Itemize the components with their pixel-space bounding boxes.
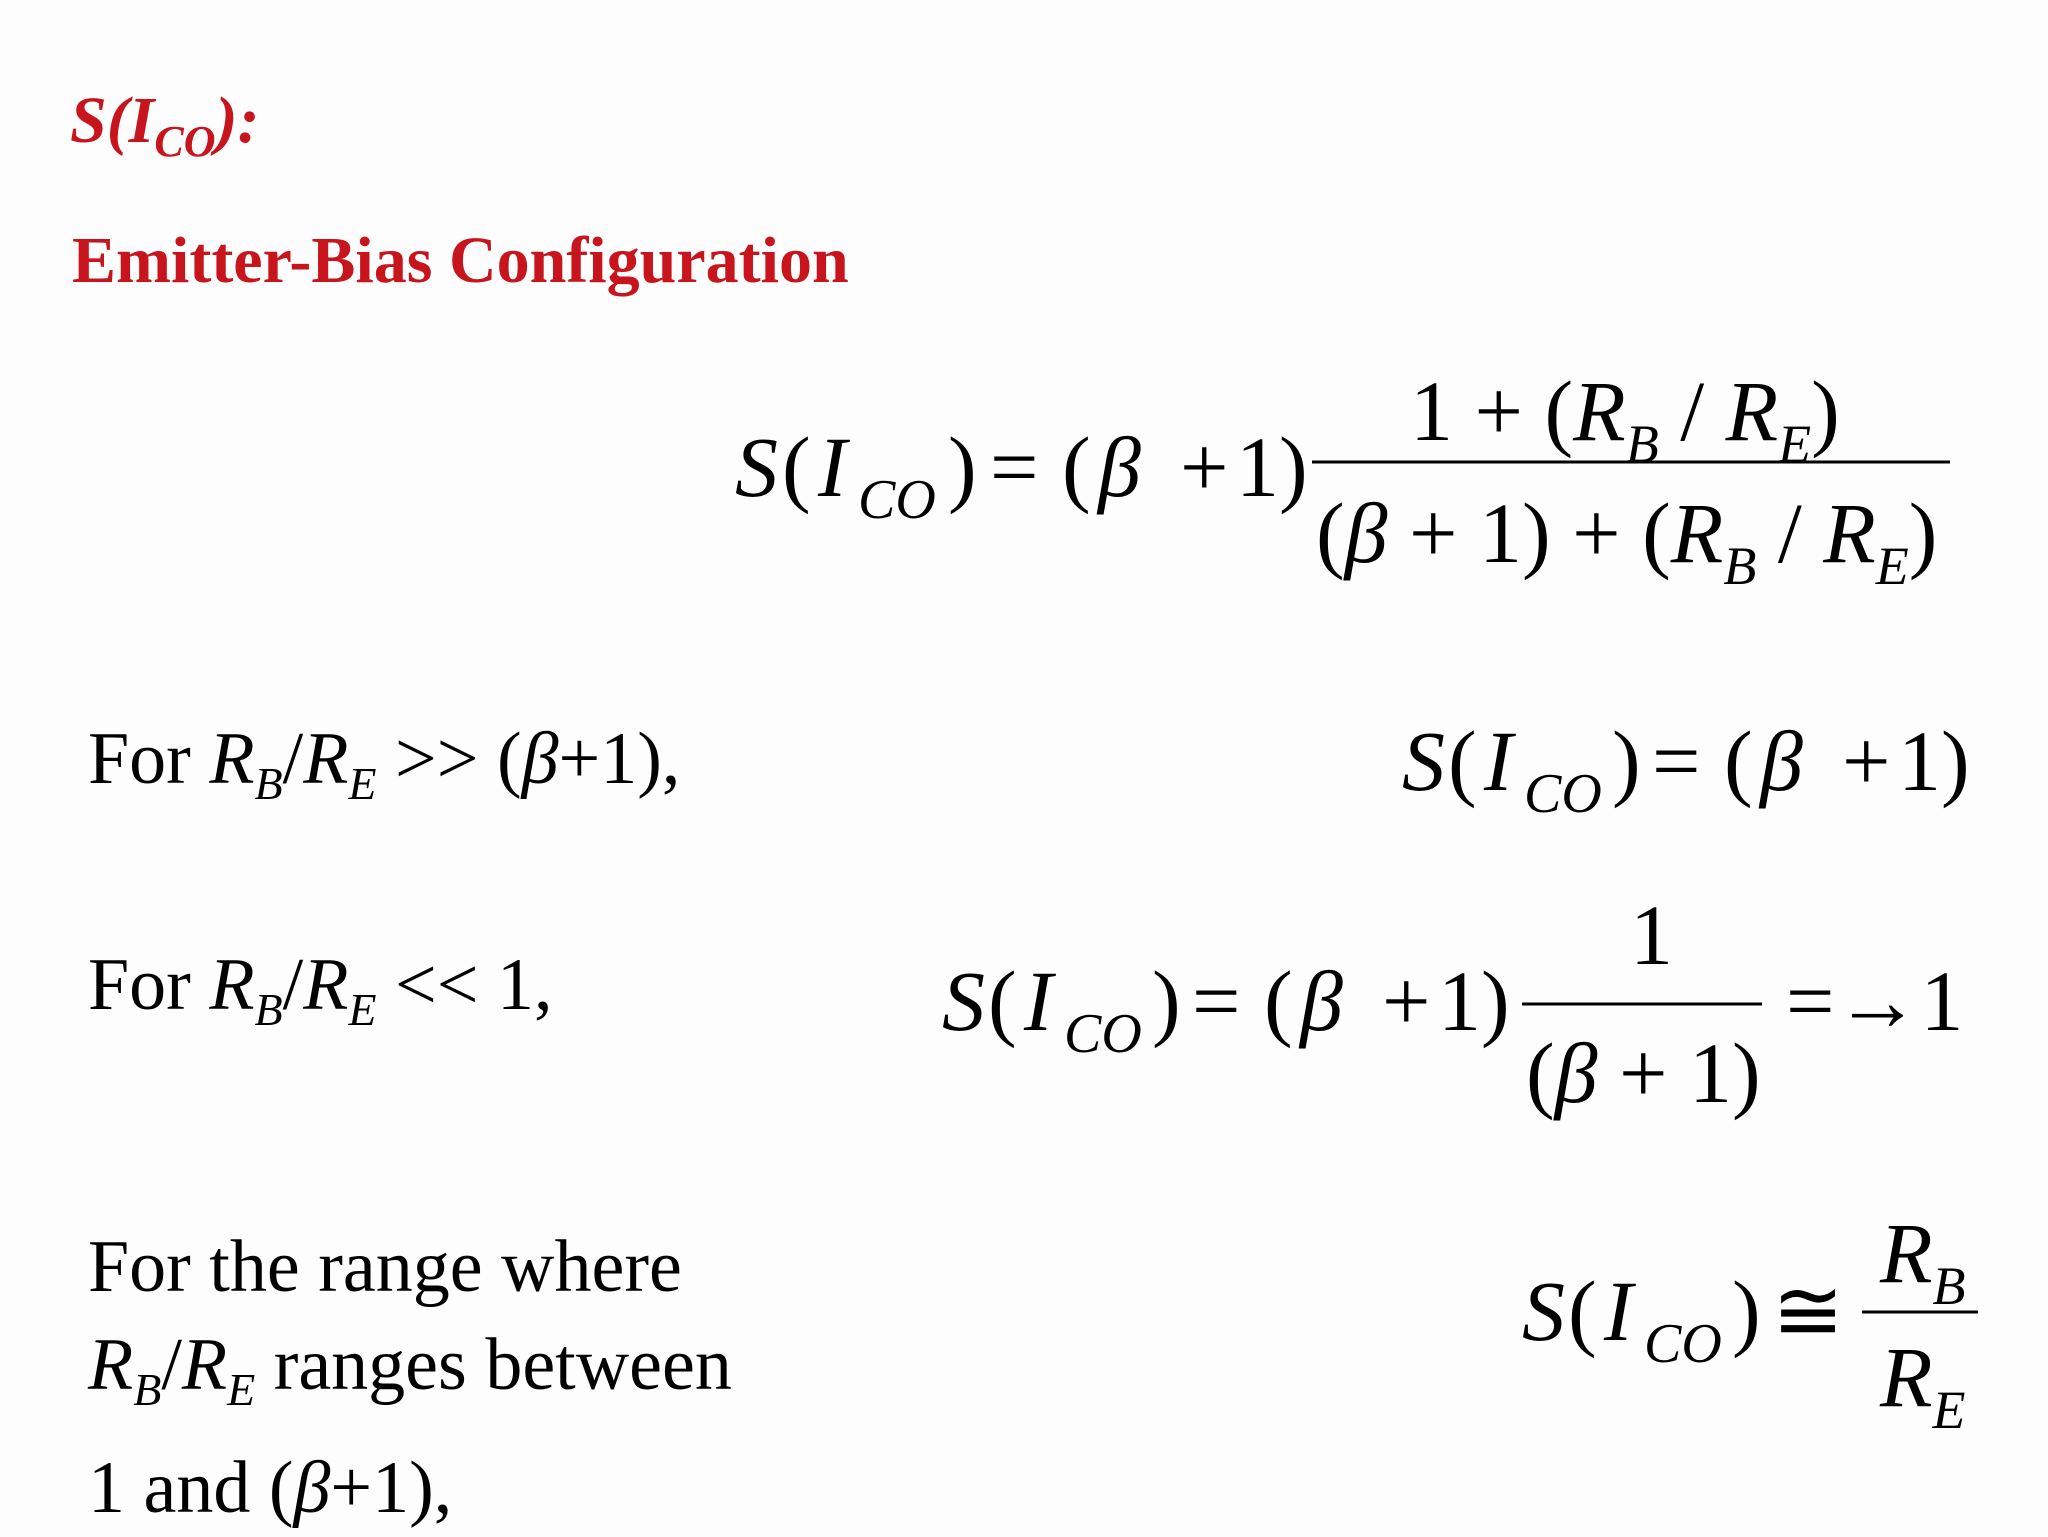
section-title: Emitter-Bias Configuration xyxy=(72,224,849,297)
svg-text:(: ( xyxy=(1724,713,1753,809)
svg-text:1): 1) xyxy=(1236,419,1308,515)
svg-text:=: = xyxy=(1192,953,1241,1049)
svg-text:=: = xyxy=(1652,713,1701,809)
svg-text:): ) xyxy=(1612,713,1641,809)
main-lhs-sub: CO xyxy=(858,469,936,531)
svg-text:I: I xyxy=(1024,953,1053,1049)
section-symbol: $S(I_{CO})$: xyxy=(70,84,260,166)
main-denominator: $(\beta + 1) + (R_B / R_E)$ xyxy=(1316,485,1938,596)
case3-line3: 1 and (β+1), xyxy=(88,1447,453,1529)
main-numerator: $1 + (R_B / R_E)$ xyxy=(1410,363,1840,474)
svg-text:(: ( xyxy=(1448,713,1477,809)
svg-text:): ) xyxy=(1152,953,1181,1049)
svg-text:≅: ≅ xyxy=(1772,1263,1845,1359)
svg-text:+: + xyxy=(1382,953,1431,1049)
svg-text:β: β xyxy=(1760,713,1803,809)
svg-text:CO: CO xyxy=(1644,1313,1722,1375)
svg-text:(: ( xyxy=(1568,1263,1597,1359)
svg-text:β: β xyxy=(1098,419,1141,515)
svg-text:I: I xyxy=(818,419,847,515)
svg-text:S: S xyxy=(942,953,985,1049)
case3-equation xyxy=(1500,1190,2020,1450)
case2-denominator: (β + 1) xyxy=(1526,1025,1761,1121)
svg-text:CO: CO xyxy=(1064,1003,1142,1065)
case2-numerator: 1 xyxy=(1630,887,1673,983)
svg-text:(: ( xyxy=(782,419,811,515)
svg-text:): ) xyxy=(1732,1263,1761,1359)
case3-line1: For the range where xyxy=(88,1226,682,1308)
svg-text:1): 1) xyxy=(1898,713,1970,809)
svg-text:I: I xyxy=(1484,713,1513,809)
svg-text:): ) xyxy=(948,419,977,515)
case3-numerator: $R_B$ xyxy=(1880,1205,1966,1316)
svg-text:β: β xyxy=(1300,953,1343,1049)
svg-text:1): 1) xyxy=(1438,953,1510,1049)
svg-text:S: S xyxy=(1402,713,1445,809)
case3-denominator: $R_E$ xyxy=(1880,1329,1966,1440)
svg-text:I: I xyxy=(1604,1263,1633,1359)
svg-text:=: = xyxy=(990,419,1039,515)
svg-text:+: + xyxy=(1180,419,1229,515)
svg-text:(: ( xyxy=(988,953,1017,1049)
case3-line2: $R_B/R_E$ ranges between xyxy=(88,1324,732,1415)
case1-equation xyxy=(1380,690,2000,830)
svg-text:(: ( xyxy=(1062,419,1091,515)
case2-condition: For $R_B/R_E << 1$, xyxy=(88,944,553,1035)
case3-condition xyxy=(88,1218,732,1537)
case2-equation xyxy=(930,880,2010,1140)
svg-text:+: + xyxy=(1842,713,1891,809)
main-equation xyxy=(0,340,2048,600)
svg-text:CO: CO xyxy=(1524,763,1602,825)
svg-text:(: ( xyxy=(1264,953,1293,1049)
main-lhs-S: S xyxy=(735,419,778,515)
case1-condition: For $R_B/R_E >> (\beta+1)$, xyxy=(88,718,681,809)
case2-arrow: =→1 xyxy=(1786,953,1964,1049)
svg-text:S: S xyxy=(1522,1263,1565,1359)
